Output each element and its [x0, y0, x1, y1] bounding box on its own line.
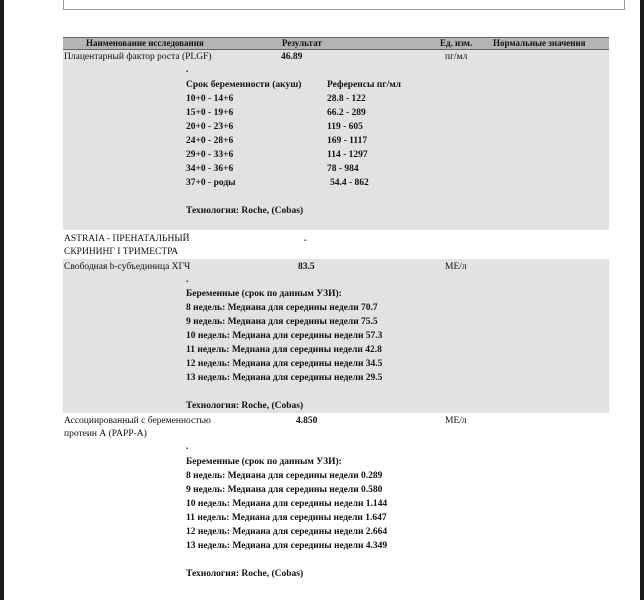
pappa-median-line: 8 недель: Медиана для середины недели 0.289 [186, 471, 383, 481]
plgf-result: 46.89 [281, 52, 303, 62]
hcg-median-line: 12 недель: Медиана для середины недели 34.5 [186, 359, 383, 369]
plgf-ref-term: 29+0 - 33+6 [186, 150, 234, 160]
hcg-name: Свободная b-субъединица ХГЧ [64, 262, 191, 272]
plgf-ref-term: 24+0 - 28+6 [186, 136, 234, 146]
pappa-pregnant-header: Беременные (срок по данным УЗИ): [186, 457, 342, 467]
plgf-ref-value: 114 - 1297 [327, 150, 368, 160]
pappa-median-line: 10 недель: Медиана для середины недели 1.144 [186, 499, 388, 509]
header-unit: Ед. изм. [440, 38, 473, 48]
plgf-ref-value: 119 - 605 [327, 122, 363, 132]
hcg-median-line: 10 недель: Медиана для середины недели 57.3 [186, 331, 383, 341]
plgf-unit: пг/мл [445, 52, 468, 62]
plgf-ref-value: 28.8 - 122 [327, 94, 366, 104]
hcg-unit: МЕ/л [445, 262, 467, 272]
header-result: Результат [282, 38, 322, 48]
page-edge-left [0, 0, 4, 600]
pappa-dot: . [186, 442, 189, 452]
plgf-ref-value: 54.4 - 862 [330, 178, 369, 188]
plgf-ref-value: 78 - 984 [327, 164, 359, 174]
plgf-ref-header-term: Срок беременности (акуш) [186, 80, 302, 90]
header-norm: Нормальные значения [493, 38, 586, 48]
plgf-technology: Технология: Roche, (Cobas) [186, 206, 304, 216]
plgf-ref-term: 15+0 - 19+6 [186, 108, 234, 118]
previous-section-box [63, 0, 625, 10]
plgf-ref-value: 169 - 1117 [327, 136, 368, 146]
hcg-median-line: 9 недель: Медиана для середины недели 75.5 [186, 317, 378, 327]
header-name: Наименование исследования [86, 38, 204, 48]
page-edge-right [640, 0, 644, 600]
hcg-dot: . [186, 275, 189, 285]
pappa-median-line: 13 недель: Медиана для середины недели 4.349 [186, 541, 388, 551]
plgf-ref-header-ref: Референсы пг/мл [327, 80, 402, 90]
plgf-ref-term: 20+0 - 23+6 [186, 122, 234, 132]
section-title-line2: СКРИНИНГ I ТРИМЕСТРА [64, 247, 179, 257]
plgf-dot: . [186, 65, 189, 75]
plgf-ref-term: 34+0 - 36+6 [186, 164, 234, 174]
section-title-line1: ASTRAIA - ПРЕНАТАЛЬНЫЙ [64, 234, 190, 244]
plgf-ref-value: 66.2 - 289 [327, 108, 366, 118]
pappa-name-line2: протеин А (PAPP-A) [64, 429, 147, 439]
pappa-median-line: 9 недель: Медиана для середины недели 0.580 [186, 485, 383, 495]
pappa-median-line: 11 недель: Медиана для середины недели 1.647 [186, 513, 387, 523]
pappa-result: 4.850 [296, 416, 318, 426]
hcg-pregnant-header: Беременные (срок по данным УЗИ): [186, 289, 342, 299]
plgf-ref-term: 37+0 - роды [186, 178, 236, 188]
hcg-median-line: 11 недель: Медиана для середины недели 42.8 [186, 345, 382, 355]
hcg-technology: Технология: Roche, (Cobas) [186, 401, 304, 411]
plgf-ref-term: 10+0 - 14+6 [186, 94, 234, 104]
hcg-result: 83.5 [298, 262, 315, 272]
section-dot: . [304, 234, 307, 244]
hcg-median-line: 8 недель: Медиана для середины недели 70.7 [186, 303, 378, 313]
pappa-median-line: 12 недель: Медиана для середины недели 2.664 [186, 527, 388, 537]
hcg-median-line: 13 недель: Медиана для середины недели 29.5 [186, 373, 383, 383]
pappa-unit: МЕ/л [445, 416, 467, 426]
plgf-name: Плацентарный фактор роста (PLGF) [64, 52, 212, 62]
pappa-name-line1: Ассоциированный с беременностью [64, 416, 211, 426]
pappa-technology: Технология: Roche, (Cobas) [186, 569, 304, 579]
table-header [63, 37, 609, 50]
